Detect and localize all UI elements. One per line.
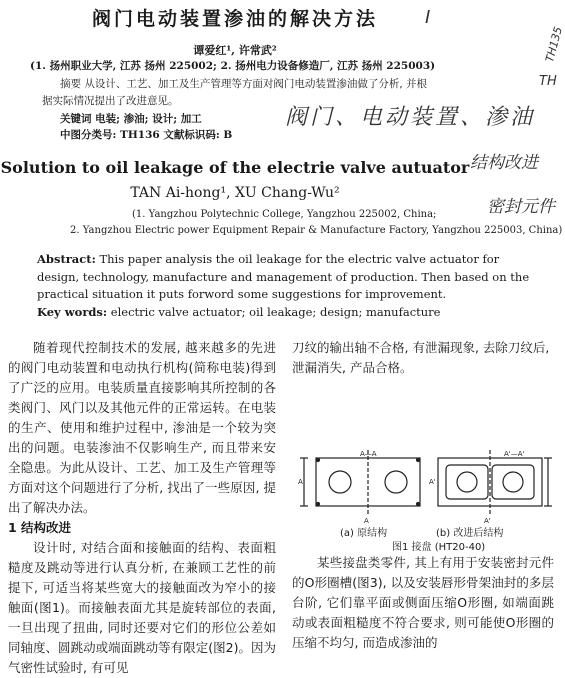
body-right-column-top	[292, 338, 554, 378]
authors-cn: 谭爱红¹, 许常武²	[193, 44, 277, 57]
figure-1a-bottom-label: A	[364, 517, 369, 525]
abstract-cn-line1: 摘要 从设计、工艺、加工及生产管理等方面对阀门电动装置渗油做了分析, 并根	[60, 78, 428, 90]
body-right-column-bottom	[292, 553, 554, 653]
figure-1a-original-structure	[300, 450, 420, 516]
affiliation-en-2: 2. Yangzhou Electric power Equipment Repair & Manufacture Factory, Yangzhou 225003, China)	[70, 225, 563, 236]
abstract-en	[37, 251, 537, 304]
right-paragraph-2: 某些接盘类零件, 其上有用于安装密封元件的O形圈槽(图3), 以及安装唇形骨架油封的多层台阶, 它们靠平面或侧面压缩O形圈, 如端面跳动或表面粗糙度不符合要求, 则可能使O形圈的压缩不均匀, 而造成渗油的	[292, 555, 554, 650]
intro-paragraph: 随着现代控制技术的发展, 越来越多的先进的阀门电动装置和电动执行机构(简称电装)得到了广泛的应用。电装质量直接影响其所控制的各类阀门、风门以及其他元件的正常运转。在电装的生产、使用和维护过程中, 渗油是一个较为突出的问题。电装渗油不仅影响生产, 而且带来安全隐患。为此从设计、工艺、加工及生产管理等方面对这个问题进行了分析, 找出了一些原因, 提出了解决办法。	[8, 340, 276, 515]
paper-title-en: Solution to oil leakage of the electrie valve autuator	[0, 158, 470, 177]
handwritten-note-th: TH135	[543, 25, 565, 64]
affiliations-cn: (1. 扬州职业大学, 江苏 扬州 225002; 2. 扬州电力设备修造厂, 江苏 扬州 225003)	[30, 60, 436, 72]
handwritten-note-jiegou: 结构改进	[470, 153, 538, 173]
handwritten-note-th2: TH	[539, 74, 557, 89]
keywords-en-label: Key words:	[37, 305, 108, 319]
figure-1a-section-label: A—A	[360, 450, 377, 458]
keywords-en-text: electric valve actuator; oil leakage; design; manufacture	[107, 305, 441, 319]
figure-1-diagram	[298, 448, 552, 524]
section-heading-1: 1 结构改进	[8, 520, 72, 535]
figure-1a-caption: (a) 原结构	[340, 528, 388, 539]
figure-1-title: 图1 接盘 (HT20-40)	[392, 542, 486, 553]
body-left-column	[8, 338, 276, 678]
abstract-cn-line2: 据实际情况提出了改进意见。	[42, 95, 179, 107]
abstract-en-text: This paper analysis the oil leakage for the electric valve actuator for design, technology, manufacture and management of production. Then based on the practical situation it puts forword some suggestions for improvement.	[37, 252, 530, 301]
affiliation-en-1: (1. Yangzhou Polytechnic College, Yangzhou 225002, China;	[132, 209, 437, 220]
figure-1b-section-label: A'—A'	[504, 450, 525, 458]
handwritten-mark-top: Ⅰ	[425, 7, 431, 28]
handwritten-note-mifeng: 密封元件	[487, 197, 555, 217]
figure-1b-side-label: A'	[429, 478, 436, 486]
authors-en: TAN Ai-hong¹, XU Chang-Wu²	[130, 185, 340, 201]
abstract-en-label: Abstract:	[37, 252, 96, 266]
figure-1a-side-label: A	[298, 478, 303, 486]
figure-1b-improved-structure	[438, 450, 552, 516]
paper-title-cn: 阀门电动装置渗油的解决方法	[91, 8, 378, 30]
handwritten-note-keywords: 阀门、电动装置、渗油	[285, 105, 536, 130]
classification-cn: 中图分类号: TH136 文献标识码: B	[60, 129, 233, 141]
right-paragraph-1: 刀纹的输出轴不合格, 有泄漏现象, 去除刀纹后, 泄漏消失, 产品合格。	[292, 340, 550, 375]
figure-1b-caption: (b) 改进后结构	[436, 528, 504, 539]
design-paragraph: 设计时, 对结合面和接触面的结构、表面粗糙度及跳动等进行认真分析, 在兼顾工艺性的前提下, 可适当将某些宽大的接触面改为窄小的接触面(图1)。而接触表面尤其是旋转部位的表面, 一旦出现了扭曲, 同时还要对它们的形位公差如同轴度、圆跳动或端面跳动等有限定(图2)。因为气密性试验时, 有可见	[8, 540, 276, 675]
figure-1b-bottom-label: A'	[484, 517, 491, 525]
keywords-cn: 关键词 电装; 渗油; 设计; 加工	[60, 113, 202, 125]
keywords-en	[37, 305, 440, 319]
